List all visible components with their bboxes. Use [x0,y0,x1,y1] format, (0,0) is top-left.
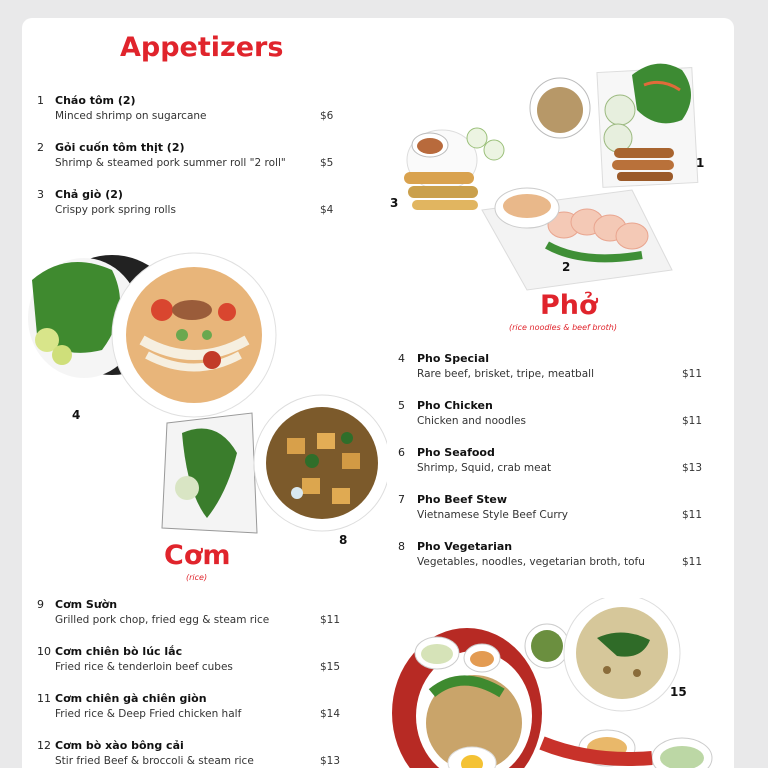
item-description: Shrimp, Squid, crab meat [417,462,552,474]
menu-item-9 [37,598,367,630]
item-price: $14 [320,708,341,720]
item-description: Fried rice & Deep Fried chicken half [55,708,242,720]
item-description: Vegetables, noodles, vegetarian broth, tofu [417,556,645,568]
item-price: $11 [682,415,703,427]
menu-item-6 [398,446,718,478]
item-number: 9 [37,598,44,611]
item-name: Cơm Sườn [55,598,118,611]
appetizers-title: Appetizers [120,32,284,63]
item-name: Cơm chiên gà chiên giòn [55,692,207,705]
photo-label-1: 1 [696,156,705,170]
item-number: 3 [37,188,44,201]
menu-item-2 [37,141,367,173]
item-number: 5 [398,399,405,412]
item-price: $13 [320,755,341,767]
item-price: $11 [682,556,703,568]
item-name: Pho Seafood [417,446,495,459]
pho-title: Phở [540,290,598,321]
rice-dishes-photo [392,598,732,768]
pho-vegetarian-photo [157,393,387,553]
menu-page [22,18,734,768]
item-number: 1 [37,94,44,107]
item-name: Pho Beef Stew [417,493,508,506]
appetizer-photo [382,40,722,300]
item-description: Crispy pork spring rolls [55,204,176,216]
item-description: Grilled pork chop, fried egg & steam rice [55,614,270,626]
photo-label-15: 15 [670,685,687,699]
menu-item-12 [37,739,367,768]
photo-label-8: 8 [339,533,348,547]
item-name: Pho Chicken [417,399,493,412]
item-number: 6 [398,446,405,459]
com-subtitle: (rice) [186,573,208,582]
com-title: Cơm [164,540,231,571]
item-price: $11 [682,368,703,380]
item-name: Pho Special [417,352,490,365]
menu-item-4 [398,352,718,384]
item-number: 2 [37,141,44,154]
item-price: $4 [320,204,334,216]
menu-item-10 [37,645,367,677]
item-price: $13 [682,462,703,474]
menu-item-7 [398,493,718,525]
menu-item-5 [398,399,718,431]
menu-item-3 [37,188,367,220]
menu-item-11 [37,692,367,724]
item-description: Fried rice & tenderloin beef cubes [55,661,233,673]
photo-label-3: 3 [390,196,399,210]
item-name: Cơm chiên bò lúc lắc [55,645,183,658]
item-number: 10 [37,645,51,658]
photo-label-2: 2 [562,260,571,274]
item-description: Vietnamese Style Beef Curry [417,509,569,521]
item-number: 8 [398,540,405,553]
item-description: Shrimp & steamed pork summer roll "2 roll" [55,157,286,169]
item-number: 7 [398,493,405,506]
item-description: Stir fried Beef & broccoli & steam rice [55,755,254,767]
item-price: $15 [320,661,341,673]
pho-subtitle: (rice noodles & beef broth) [509,323,617,332]
item-price: $11 [320,614,341,626]
photo-label-4: 4 [72,408,81,422]
item-name: Pho Vegetarian [417,540,513,553]
item-price: $5 [320,157,334,169]
item-name: Gỏi cuốn tôm thịt (2) [55,141,185,154]
item-name: Cháo tôm (2) [55,94,136,107]
item-number: 4 [398,352,405,365]
item-number: 11 [37,692,51,705]
item-number: 12 [37,739,51,752]
menu-item-1 [37,94,367,126]
item-description: Minced shrimp on sugarcane [55,110,207,122]
item-name: Cơm bò xào bông cải [55,739,184,752]
item-price: $11 [682,509,703,521]
menu-item-8 [398,540,718,572]
item-price: $6 [320,110,334,122]
item-description: Chicken and noodles [417,415,526,427]
item-description: Rare beef, brisket, tripe, meatball [417,368,594,380]
item-name: Chả giò (2) [55,188,123,201]
